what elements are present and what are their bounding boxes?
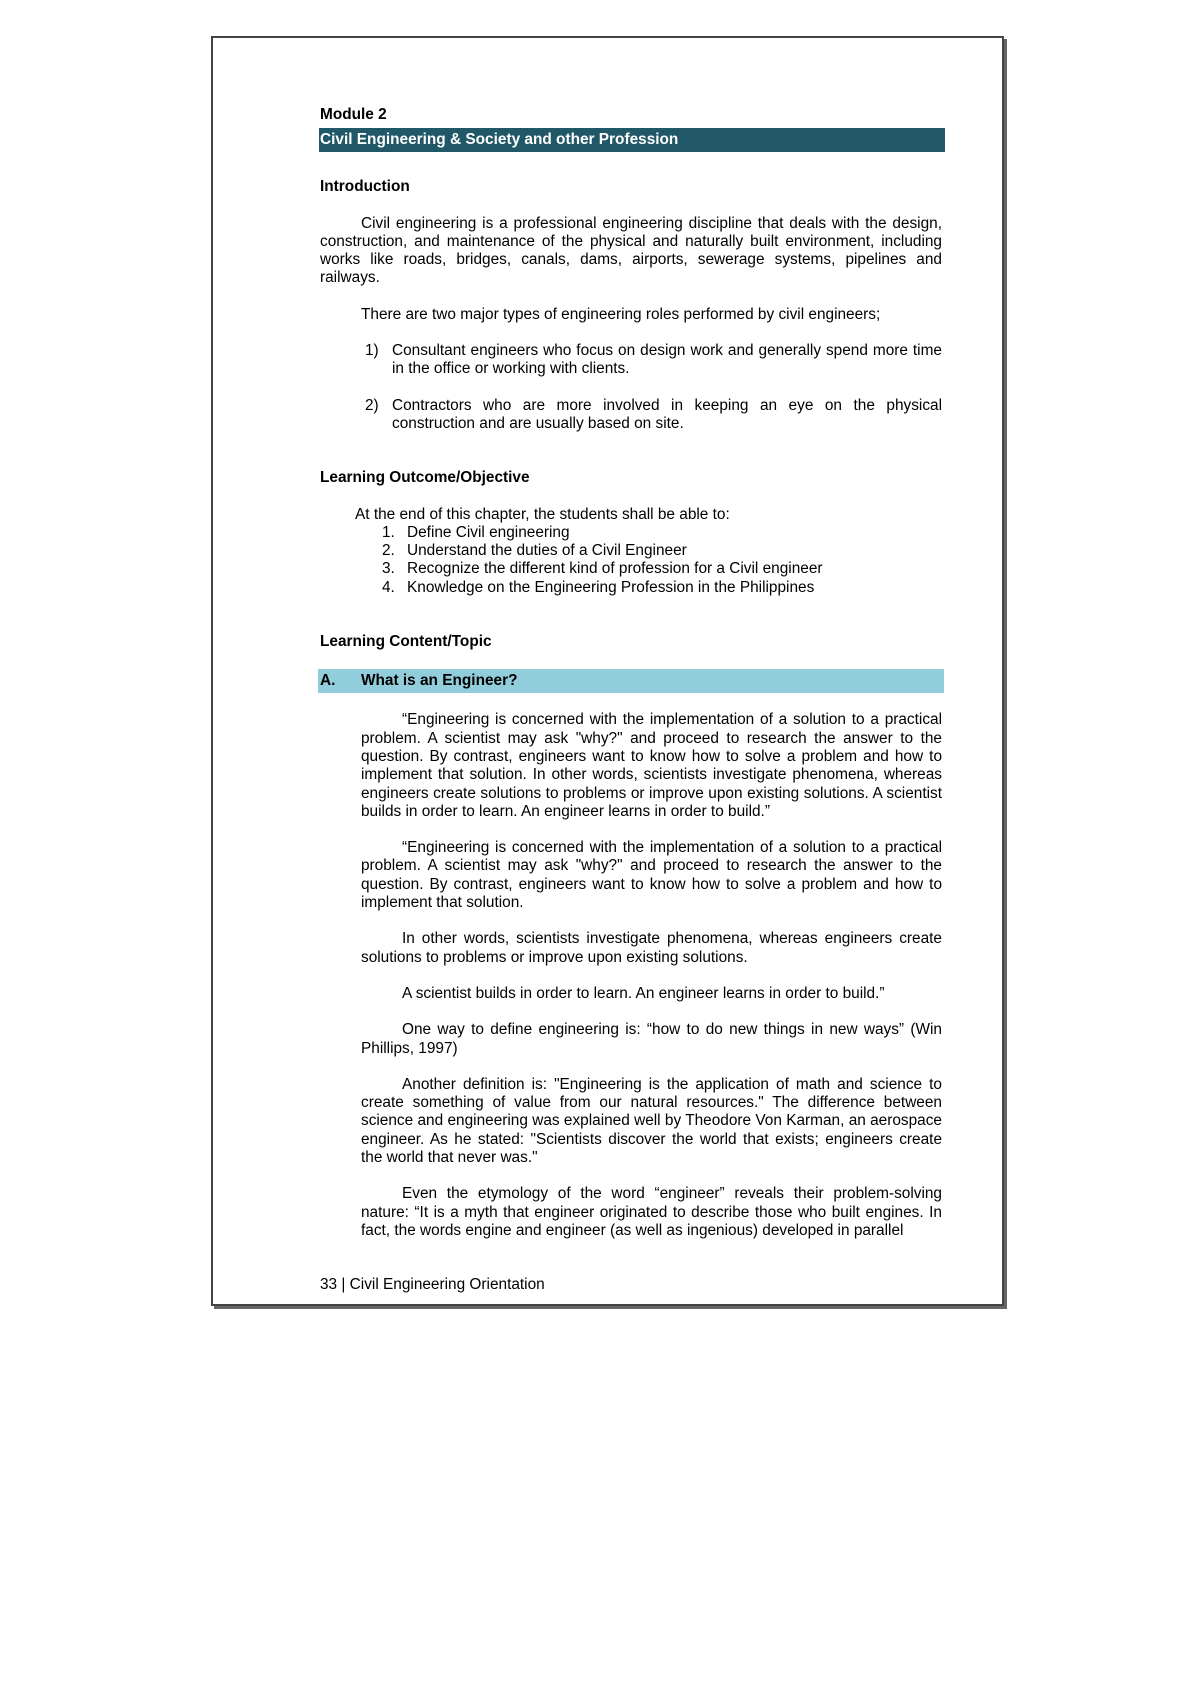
- topic-paragraph: In other words, scientists investigate phenomena, whereas engineers create solutions to problems or improve upon existing solutions.: [361, 930, 942, 966]
- list-item-text: Recognize the different kind of profession for a Civil engineer: [407, 560, 823, 578]
- roles-intro-paragraph: There are two major types of engineering roles performed by civil engineers;: [361, 305, 881, 323]
- list-item-text: Knowledge on the Engineering Profession in the Philippines: [407, 578, 815, 596]
- document-body: [320, 106, 942, 1240]
- roles-list: [320, 342, 942, 433]
- list-item: [320, 397, 942, 434]
- topic-paragraph: Another definition is: "Engineering is the application of math and science to create something of value from our natural resources." The difference between science and engineering was explained well by Theodore Von Karman, an aerospace engineer. As he stated: "Scientists discover the world that exists; engineers create the world that never was.": [361, 1075, 942, 1166]
- topic-paragraph: Even the etymology of the word “engineer” reveals their problem-solving nature: “It is a myth that engineer originated to describe those who built engines. In fact, the words engine and engineer (as well as ingenious) developed in parallel: [361, 1185, 942, 1239]
- list-item-number: 2.: [382, 542, 395, 560]
- list-item-text: Define Civil engineering: [407, 523, 570, 541]
- topic-paragraph: “Engineering is concerned with the implementation of a solution to a practical problem. A scientist may ask "why?" and proceed to research the answer to the question. By contrast, engineers want to know how to solve a problem and how to implement that solution. In other words, scientists investigate phenomena, whereas engineers create solutions to problems or improve upon existing solutions. A scientist builds in order to learn. An engineer learns in order to build.”: [361, 711, 942, 820]
- list-item-text: Understand the duties of a Civil Engineer: [407, 542, 687, 560]
- topic-body: [320, 711, 942, 1240]
- list-item: [320, 579, 942, 597]
- topic-title: What is an Engineer?: [361, 672, 518, 690]
- module-label: Module 2: [320, 106, 387, 123]
- topic-paragraph: A scientist builds in order to learn. An engineer learns in order to build.”: [402, 984, 885, 1002]
- list-item: [320, 542, 942, 560]
- objective-intro: At the end of this chapter, the students shall be able to:: [355, 505, 730, 523]
- list-item-number: 3.: [382, 560, 395, 578]
- list-item-number: 1.: [382, 523, 395, 541]
- objectives-list: [320, 524, 942, 597]
- objective-heading: Learning Outcome/Objective: [320, 469, 530, 487]
- topic-paragraph: One way to define engineering is: “how to do new things in new ways” (Win Phillips, 1997): [361, 1021, 942, 1057]
- topic-heading-bar: [318, 669, 944, 693]
- list-item-number: 2): [365, 396, 379, 414]
- list-item-text: Consultant engineers who focus on design work and generally spend more time in the office or working with clients.: [392, 342, 942, 378]
- list-item-number: 1): [365, 342, 379, 360]
- content-heading: Learning Content/Topic: [320, 633, 492, 651]
- list-item-number: 4.: [382, 578, 395, 596]
- introduction-paragraph: Civil engineering is a professional engineering discipline that deals with the design, construction, and maintenance of the physical and naturally built environment, including works like roads, bridges, canals, dams, airports, sewerage systems, pipelines and railways.: [320, 214, 942, 287]
- introduction-heading: Introduction: [320, 178, 410, 196]
- list-item: [320, 342, 942, 379]
- list-item: [320, 560, 942, 578]
- topic-paragraph: “Engineering is concerned with the implementation of a solution to a practical problem. A scientist may ask "why?" and proceed to research the answer to the question. By contrast, engineers want to know how to solve a problem and how to implement that solution.: [361, 839, 942, 912]
- list-item: [320, 524, 942, 542]
- page-footer: 33 | Civil Engineering Orientation: [320, 1276, 545, 1293]
- module-title: Civil Engineering & Society and other Profession: [319, 128, 945, 152]
- topic-letter: A.: [320, 672, 336, 690]
- list-item-text: Contractors who are more involved in keeping an eye on the physical construction and are usually based on site.: [392, 396, 942, 432]
